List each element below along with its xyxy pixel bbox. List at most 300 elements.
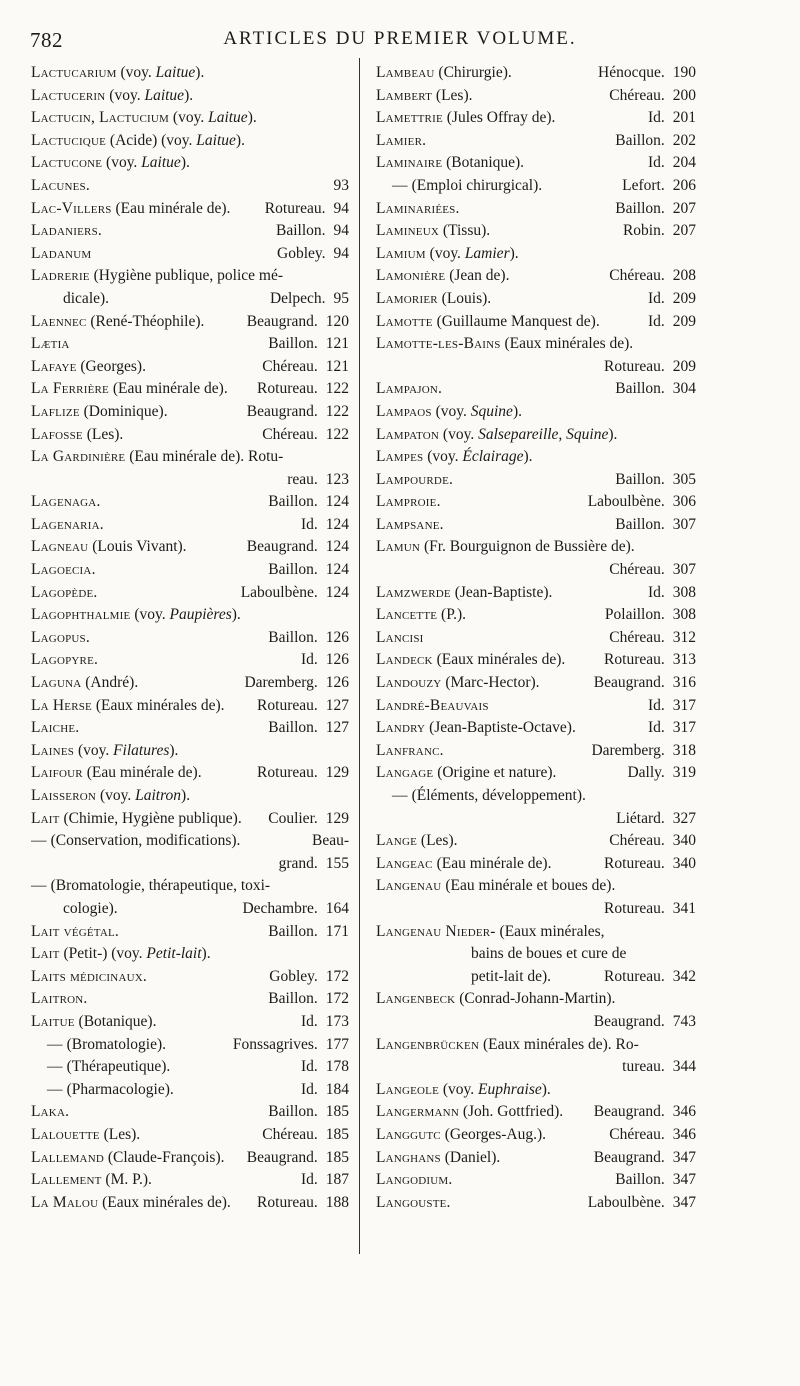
entry-text: [31, 85, 193, 108]
index-entry: [376, 514, 696, 537]
entry-line: [376, 1079, 696, 1102]
entry-author: Id.: [647, 109, 665, 127]
entry-headword: Lacunes.: [31, 176, 90, 194]
entry-headword: La Gardinière: [31, 448, 126, 466]
entry-text: [376, 672, 540, 695]
entry-text: [31, 762, 202, 785]
entry-page: 346: [672, 1103, 696, 1121]
index-entry: [376, 1034, 696, 1079]
entry-headword: Laits médicinaux.: [31, 967, 147, 985]
entry-continuation: [376, 808, 696, 831]
entry-text: [31, 446, 283, 469]
entry-headword: —: [47, 1058, 63, 1076]
entry-description: (Bromatologie).: [62, 1035, 167, 1053]
entry-tail: ).: [201, 945, 211, 963]
entry-page: 307: [672, 561, 696, 579]
entry-attribution: [268, 717, 349, 740]
index-entry: [376, 740, 696, 763]
entry-headword: Laminariées.: [376, 199, 460, 217]
entry-author: Hénocque.: [598, 64, 665, 81]
entry-page: 93: [333, 176, 349, 194]
entry-author: Dechambre.: [242, 899, 318, 917]
entry-line: [376, 1034, 696, 1057]
index-entry: [31, 175, 349, 198]
entry-text: [31, 175, 90, 198]
entry-text: [31, 536, 187, 559]
entry-line: [376, 130, 696, 153]
entry-line: [376, 288, 696, 311]
entry-attribution: [648, 311, 696, 334]
entry-line: [31, 921, 349, 944]
entry-reference: Laitue: [208, 109, 248, 127]
entry-text: [31, 401, 168, 424]
entry-text: [376, 921, 605, 944]
index-entry: [31, 943, 349, 966]
index-entry: [376, 401, 696, 424]
entry-line: [31, 175, 349, 198]
entry-line: [376, 469, 696, 492]
index-entry: [376, 830, 696, 853]
entry-attribution: [301, 1056, 349, 1079]
entry-page: 316: [672, 674, 696, 692]
entry-author: Rotureau.: [604, 967, 665, 985]
entry-line: [31, 536, 349, 559]
entry-attribution: [301, 649, 349, 672]
entry-author: reau.: [287, 470, 318, 488]
entry-headword: Lætia: [31, 335, 70, 353]
entry-author: Baillon.: [615, 1171, 665, 1189]
entry-attribution: [594, 1011, 696, 1034]
entry-continuation-text: bains de boues et cure de: [471, 945, 627, 963]
entry-page: 124: [325, 583, 349, 601]
entry-author: Rotureau.: [257, 696, 318, 714]
entry-page: 312: [672, 628, 696, 646]
entry-description: (Eau minérale de).: [108, 380, 228, 398]
entry-headword: Lamium: [376, 244, 426, 262]
entry-author: Rotureau.: [257, 380, 318, 398]
entry-line: [376, 175, 696, 198]
entry-text: [31, 1169, 152, 1192]
entry-headword: Landeck: [376, 651, 433, 669]
entry-headword: Lange: [376, 832, 418, 850]
entry-page: 127: [325, 719, 349, 737]
entry-line: [31, 582, 349, 605]
entry-text: [376, 717, 576, 740]
entry-attribution: [257, 1192, 349, 1215]
column-divider: [359, 58, 360, 1254]
entry-headword: Laines: [31, 741, 75, 759]
index-entry: [376, 220, 696, 243]
entry-description: (Hygiène publique, police mé-: [89, 267, 283, 285]
entry-description: (Eaux minérales de).: [98, 1193, 231, 1211]
entry-text: [376, 785, 586, 808]
entry-attribution: [262, 424, 349, 447]
entry-text: [376, 220, 490, 243]
entry-author: Rotureau.: [604, 899, 665, 917]
entry-headword: —: [392, 787, 408, 804]
entry-tail: ).: [509, 244, 519, 262]
entry-headword: Laminaire: [376, 154, 443, 172]
entry-headword: Langenbrücken: [376, 1035, 480, 1053]
entry-description: (voy.: [102, 154, 142, 172]
entry-headword: Laisseron: [31, 787, 97, 804]
entry-tail: ).: [608, 425, 618, 443]
entry-text: [376, 604, 466, 627]
entry-tail: ).: [169, 741, 179, 759]
entry-text: [376, 401, 522, 424]
entry-attribution: [609, 85, 696, 108]
left-column: [31, 62, 349, 1214]
entry-attribution: [598, 62, 696, 85]
entry-description: (Marc-Hector).: [441, 674, 540, 692]
entry-line: [376, 265, 696, 288]
entry-line: [376, 85, 696, 108]
entry-reference: Petit-lait: [146, 945, 202, 963]
entry-reference: Paupières: [169, 606, 232, 624]
entry-line: [376, 446, 696, 469]
index-entry: [376, 107, 696, 130]
entry-author: Beaugrand.: [246, 1148, 318, 1166]
entry-text: [376, 107, 555, 130]
entry-page: 306: [672, 493, 696, 511]
entry-line: [31, 808, 349, 831]
entry-page: 346: [672, 1125, 696, 1143]
entry-author: Chéreau.: [262, 425, 318, 443]
entry-line: [376, 378, 696, 401]
entry-page: 120: [325, 312, 349, 330]
entry-reference: Laitron: [135, 787, 182, 804]
entry-description: (Georges-Aug.).: [440, 1125, 547, 1143]
entry-line: [31, 446, 349, 469]
entry-line: [31, 875, 349, 898]
entry-text: [31, 1101, 69, 1124]
index-entry: [376, 333, 696, 378]
entry-continuation: [376, 559, 696, 582]
index-entry: [376, 875, 696, 920]
entry-line: [31, 265, 349, 288]
entry-author: Rotureau.: [604, 357, 665, 375]
entry-page: 204: [672, 154, 696, 172]
index-entry: [31, 762, 349, 785]
index-entry: [376, 175, 696, 198]
entry-headword: Lanfranc.: [376, 741, 444, 759]
entry-attribution: [627, 762, 696, 785]
entry-author: tureau.: [622, 1058, 665, 1076]
entry-page: 347: [672, 1193, 696, 1211]
entry-page: 202: [672, 131, 696, 149]
entry-text: [31, 514, 104, 537]
entry-text: [376, 762, 556, 785]
entry-description: (Eaux minérales de).: [91, 696, 225, 714]
entry-tail: ).: [523, 448, 533, 466]
entry-page: 122: [325, 425, 349, 443]
entry-line: [376, 1101, 696, 1124]
entry-page: 164: [325, 899, 349, 917]
entry-attribution: [622, 175, 696, 198]
index-entry: [31, 378, 349, 401]
entry-author: Robin.: [622, 222, 665, 240]
entry-headword: La Malou: [31, 1193, 99, 1211]
entry-author: Rotureau.: [604, 854, 665, 872]
entry-attribution: [262, 356, 349, 379]
index-entry: [31, 559, 349, 582]
entry-line: [376, 491, 696, 514]
entry-tail: ).: [184, 86, 194, 104]
entry-line: [31, 356, 349, 379]
entry-headword: Langgutc: [376, 1125, 441, 1143]
entry-page: 172: [325, 990, 349, 1008]
entry-line: [376, 988, 696, 1011]
index-entry: [31, 152, 349, 175]
entry-text: [31, 627, 90, 650]
entry-description: (voy.: [116, 64, 156, 81]
entry-page: 155: [325, 854, 349, 872]
index-entry: [31, 85, 349, 108]
entry-attribution: [615, 198, 696, 221]
page-number: 782: [30, 28, 63, 52]
entry-page: 184: [325, 1080, 349, 1098]
entry-attribution: [615, 514, 696, 537]
entry-reference: Laitue: [155, 64, 196, 81]
entry-reference: Éclairage: [462, 448, 524, 466]
index-entry: [31, 198, 349, 221]
entry-headword: Lancette: [376, 606, 438, 624]
entry-reference: Salsepareille, Squine: [478, 425, 609, 443]
entry-page: 121: [325, 357, 349, 375]
entry-attribution: [604, 966, 696, 989]
entry-attribution: [244, 672, 349, 695]
entry-continuation: [31, 853, 349, 876]
entry-attribution: [588, 1192, 696, 1215]
entry-line: [31, 333, 349, 356]
entry-line: [376, 627, 696, 650]
entry-continuation-left: [376, 966, 551, 989]
entry-reference: Laitue: [141, 154, 181, 172]
entry-author: Laboulbène.: [240, 583, 318, 601]
entry-page: 178: [325, 1058, 349, 1076]
entry-description: (voy.: [439, 1080, 479, 1098]
entry-line: [376, 830, 696, 853]
entry-page: 347: [672, 1148, 696, 1166]
index-entry: [376, 853, 696, 876]
entry-headword: Lamotte-les-Bains: [376, 335, 501, 353]
entry-attribution: [604, 898, 696, 921]
index-entry: [31, 356, 349, 379]
entry-attribution: [594, 1101, 696, 1124]
index-entry: [376, 762, 696, 785]
index-entry: [31, 1079, 349, 1102]
entry-text: [31, 672, 138, 695]
entry-page: 341: [672, 899, 696, 917]
entry-line: [31, 1124, 349, 1147]
entry-author: Baillon.: [615, 199, 665, 217]
entry-line: [31, 491, 349, 514]
entry-text: [376, 1192, 451, 1215]
entry-text: [376, 243, 519, 266]
index-entry: [31, 672, 349, 695]
entry-headword: Ladrerie: [31, 267, 90, 285]
entry-attribution: [301, 1079, 349, 1102]
entry-headword: Lactucarium: [31, 64, 117, 81]
entry-headword: Langage: [376, 764, 434, 782]
entry-attribution: [615, 378, 696, 401]
entry-page: 126: [325, 628, 349, 646]
entry-author: Id.: [647, 719, 665, 737]
entry-description: (Conservation, modifications).: [46, 832, 241, 850]
index-entry: [31, 1034, 349, 1057]
entry-line: [31, 1034, 349, 1057]
index-entry: [31, 107, 349, 130]
entry-text: [376, 378, 442, 401]
entry-author: Beaugrand.: [246, 538, 318, 556]
entry-line: [376, 1124, 696, 1147]
entry-page: 743: [672, 1012, 696, 1030]
entry-page: 313: [672, 651, 696, 669]
entry-author: Id.: [647, 312, 665, 330]
entry-author: Id.: [647, 583, 665, 601]
entry-text: [376, 740, 444, 763]
index-entry: [376, 1101, 696, 1124]
entry-line: [31, 1056, 349, 1079]
entry-headword: Ladaniers.: [31, 222, 102, 240]
entry-headword: Lamzwerde: [376, 583, 451, 601]
index-entry: [376, 1169, 696, 1192]
entry-text: [31, 1034, 166, 1057]
index-entry: [31, 446, 349, 491]
entry-description: (P.).: [437, 606, 467, 624]
entry-author: Gobley.: [277, 244, 326, 262]
entry-headword: Lamier.: [376, 131, 427, 149]
entry-line: [31, 514, 349, 537]
page-header: [30, 28, 770, 54]
entry-text: [376, 582, 552, 605]
entry-text: [31, 107, 257, 130]
entry-headword: Lagenaga.: [31, 493, 101, 511]
entry-author: Baillon.: [268, 335, 318, 353]
entry-line: [31, 1147, 349, 1170]
entry-text: [31, 785, 190, 808]
entry-line: [31, 740, 349, 763]
entry-attribution: [648, 152, 696, 175]
index-entry: [31, 1011, 349, 1034]
entry-text: [31, 265, 283, 288]
entry-page: 124: [325, 493, 349, 511]
entry-author: Baillon.: [615, 380, 665, 398]
entry-text: [31, 356, 146, 379]
entry-author: Id.: [300, 1058, 318, 1076]
entry-headword: Lactucone: [31, 154, 103, 172]
entry-text: [376, 536, 635, 559]
index-entry: [31, 988, 349, 1011]
entry-text: [376, 85, 473, 108]
entry-page: 207: [672, 199, 696, 217]
index-entry: [376, 1124, 696, 1147]
entry-headword: Laflize: [31, 402, 80, 420]
entry-page: 188: [325, 1193, 349, 1211]
entry-attribution: [287, 469, 349, 492]
entry-page: 200: [672, 86, 696, 104]
index-entry: [376, 785, 696, 830]
index-entry: [376, 265, 696, 288]
entry-continuation: [376, 1011, 696, 1034]
entry-line: [31, 378, 349, 401]
entry-headword: La Herse: [31, 696, 92, 714]
entry-headword: Landouzy: [376, 674, 442, 692]
index-entry: [31, 695, 349, 718]
entry-description: (Éléments, développement).: [407, 787, 586, 804]
entry-line: [31, 62, 349, 85]
entry-page: 172: [325, 967, 349, 985]
entry-description: (Daniel).: [440, 1148, 501, 1166]
entry-author: Liétard.: [616, 809, 665, 827]
entry-headword: Lagneau: [31, 538, 89, 556]
entry-headword: Lagopyre.: [31, 651, 99, 669]
entry-page: 129: [325, 809, 349, 827]
entry-tail: ).: [541, 1080, 551, 1098]
entry-headword: Laguna: [31, 674, 82, 692]
entry-attribution: [257, 762, 349, 785]
entry-attribution: [615, 1169, 696, 1192]
entry-author: Laboulbène.: [587, 1193, 665, 1211]
entry-description: (Joh. Gottfried).: [458, 1103, 564, 1121]
entry-continuation: [31, 469, 349, 492]
entry-continuation: [376, 898, 696, 921]
entry-text: [31, 559, 96, 582]
entry-page: 317: [672, 696, 696, 714]
entry-description: (Origine et nature).: [433, 764, 557, 782]
entry-author: Chéreau.: [609, 86, 665, 104]
entry-attribution: [301, 514, 349, 537]
entry-line: [31, 604, 349, 627]
entry-author: Id.: [300, 1171, 318, 1189]
index-entry: [31, 1147, 349, 1170]
index-entry: [376, 604, 696, 627]
entry-text: [376, 1124, 546, 1147]
entry-author: Baillon.: [268, 990, 318, 1008]
entry-attribution: [648, 107, 696, 130]
entry-line: [376, 1147, 696, 1170]
entry-headword: Laennec: [31, 312, 87, 330]
entry-description: (Eau minérale et boues de).: [441, 877, 616, 895]
index-entry: [31, 1101, 349, 1124]
entry-page: 171: [325, 922, 349, 940]
entry-page: 177: [325, 1035, 349, 1053]
entry-text: [376, 175, 542, 198]
entry-reference: Squine: [470, 402, 513, 420]
entry-text: [31, 378, 228, 401]
entry-continuation-text: dicale).: [63, 289, 110, 307]
entry-text: [376, 424, 617, 447]
index-entry: [376, 198, 696, 221]
entry-line: [376, 514, 696, 537]
entry-attribution: [268, 808, 349, 831]
entry-page: 124: [325, 538, 349, 556]
entry-headword: Lampsane.: [376, 515, 444, 533]
entry-author: Gobley.: [269, 967, 318, 985]
entry-attribution: [247, 311, 349, 334]
entry-text: [376, 988, 615, 1011]
entry-author: grand.: [278, 854, 318, 872]
entry-text: [31, 717, 79, 740]
index-entry: [376, 85, 696, 108]
entry-headword: Langeole: [376, 1080, 440, 1098]
entry-attribution: [270, 288, 349, 311]
entry-author: Rotureau.: [264, 199, 326, 217]
entry-line: [31, 943, 349, 966]
index-entry: [31, 808, 349, 831]
entry-page: 126: [325, 674, 349, 692]
entry-tail: ).: [247, 109, 257, 127]
